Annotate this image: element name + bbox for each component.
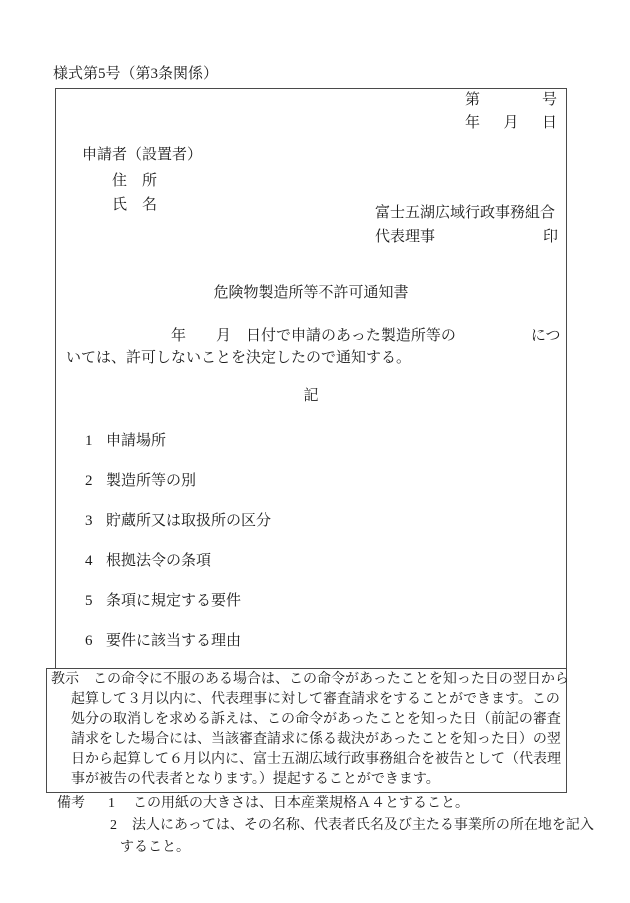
notice-item-1	[85, 433, 166, 450]
notice-item-5	[85, 593, 241, 610]
doc-number-prefix: 第	[465, 92, 481, 108]
item-number: 4	[85, 553, 93, 569]
applicant-address-label: 住 所	[112, 173, 158, 189]
item-label: 条項に規定する要件	[106, 593, 242, 609]
body-paragraph-line1: 年 月 日付で申請のあった製造所等の につ	[66, 328, 561, 344]
applicant-name-label: 氏 名	[112, 197, 158, 213]
seal-mark: 印	[542, 229, 558, 245]
item-number: 1	[85, 433, 93, 449]
doc-number-suffix: 号	[541, 92, 557, 108]
applicant-label: 申請者（設置者）	[82, 147, 203, 163]
biko-item-1-text: この用紙の大きさは、日本産業規格Ａ４とすること。	[133, 796, 469, 811]
date-line	[465, 115, 557, 138]
kyoji-line-5: 日から起算して６月以内に、富士五湖広域行政事務組合を被告として（代表理	[71, 752, 561, 767]
kyoji-line-1: 教示 この命令に不服のある場合は、この命令があったことを知った日の翌日から	[51, 672, 569, 687]
biko-label: 備考	[57, 796, 85, 811]
notice-item-2	[85, 473, 196, 490]
item-label: 製造所等の別	[106, 473, 197, 489]
item-number: 3	[85, 513, 93, 529]
item-number: 5	[85, 593, 93, 609]
kyoji-instruction-box	[46, 668, 567, 793]
notice-item-4	[85, 553, 211, 570]
body-paragraph-line2: いては、許可しないことを決定したので通知する。	[66, 350, 412, 366]
item-number: 2	[85, 473, 93, 489]
biko-item-1-number: 1	[108, 796, 115, 811]
item-label: 要件に該当する理由	[106, 633, 242, 649]
doc-number-line	[465, 92, 557, 115]
notice-item-6	[85, 633, 241, 650]
form-number-label: 様式第5号（第3条関係）	[53, 66, 219, 82]
notice-title: 危険物製造所等不許可通知書	[213, 285, 409, 301]
item-label: 申請場所	[106, 433, 167, 449]
kyoji-line-6: 事が被告の代表者となります。）提起することができます。	[71, 772, 440, 787]
date-day-label: 日	[541, 115, 557, 131]
issuer-organization: 富士五湖広域行政事務組合	[375, 205, 556, 221]
biko-item-2-text-line2: すること。	[120, 840, 190, 855]
kyoji-line-3: 処分の取消しを求める訴えは、この命令があったことを知った日（前記の審査	[71, 712, 561, 727]
biko-item-2-text-line1: 法人にあっては、その名称、代表者氏名及び主たる事業所の所在地を記入	[132, 818, 594, 833]
kyoji-line-2: 起算して３月以内に、代表理事に対して審査請求をすることができます。この	[71, 692, 560, 707]
date-month-label: 月	[503, 115, 519, 131]
item-label: 貯蔵所又は取扱所の区分	[106, 513, 272, 529]
item-label: 根拠法令の条項	[106, 553, 212, 569]
doc-number-date-block	[465, 92, 557, 138]
notice-item-3	[85, 513, 271, 530]
item-number: 6	[85, 633, 93, 649]
date-year-label: 年	[465, 115, 481, 131]
biko-item-2-number: 2	[110, 818, 117, 833]
biko-remarks	[57, 796, 617, 866]
issuer-title: 代表理事	[375, 229, 436, 245]
issuer-title-line	[375, 229, 558, 246]
kyoji-line-4: 請求をした場合には、当該審査請求に係る裁決があったことを知った日）の翌	[71, 732, 561, 747]
ki-heading: 記	[303, 388, 319, 404]
notice-box	[55, 88, 567, 668]
